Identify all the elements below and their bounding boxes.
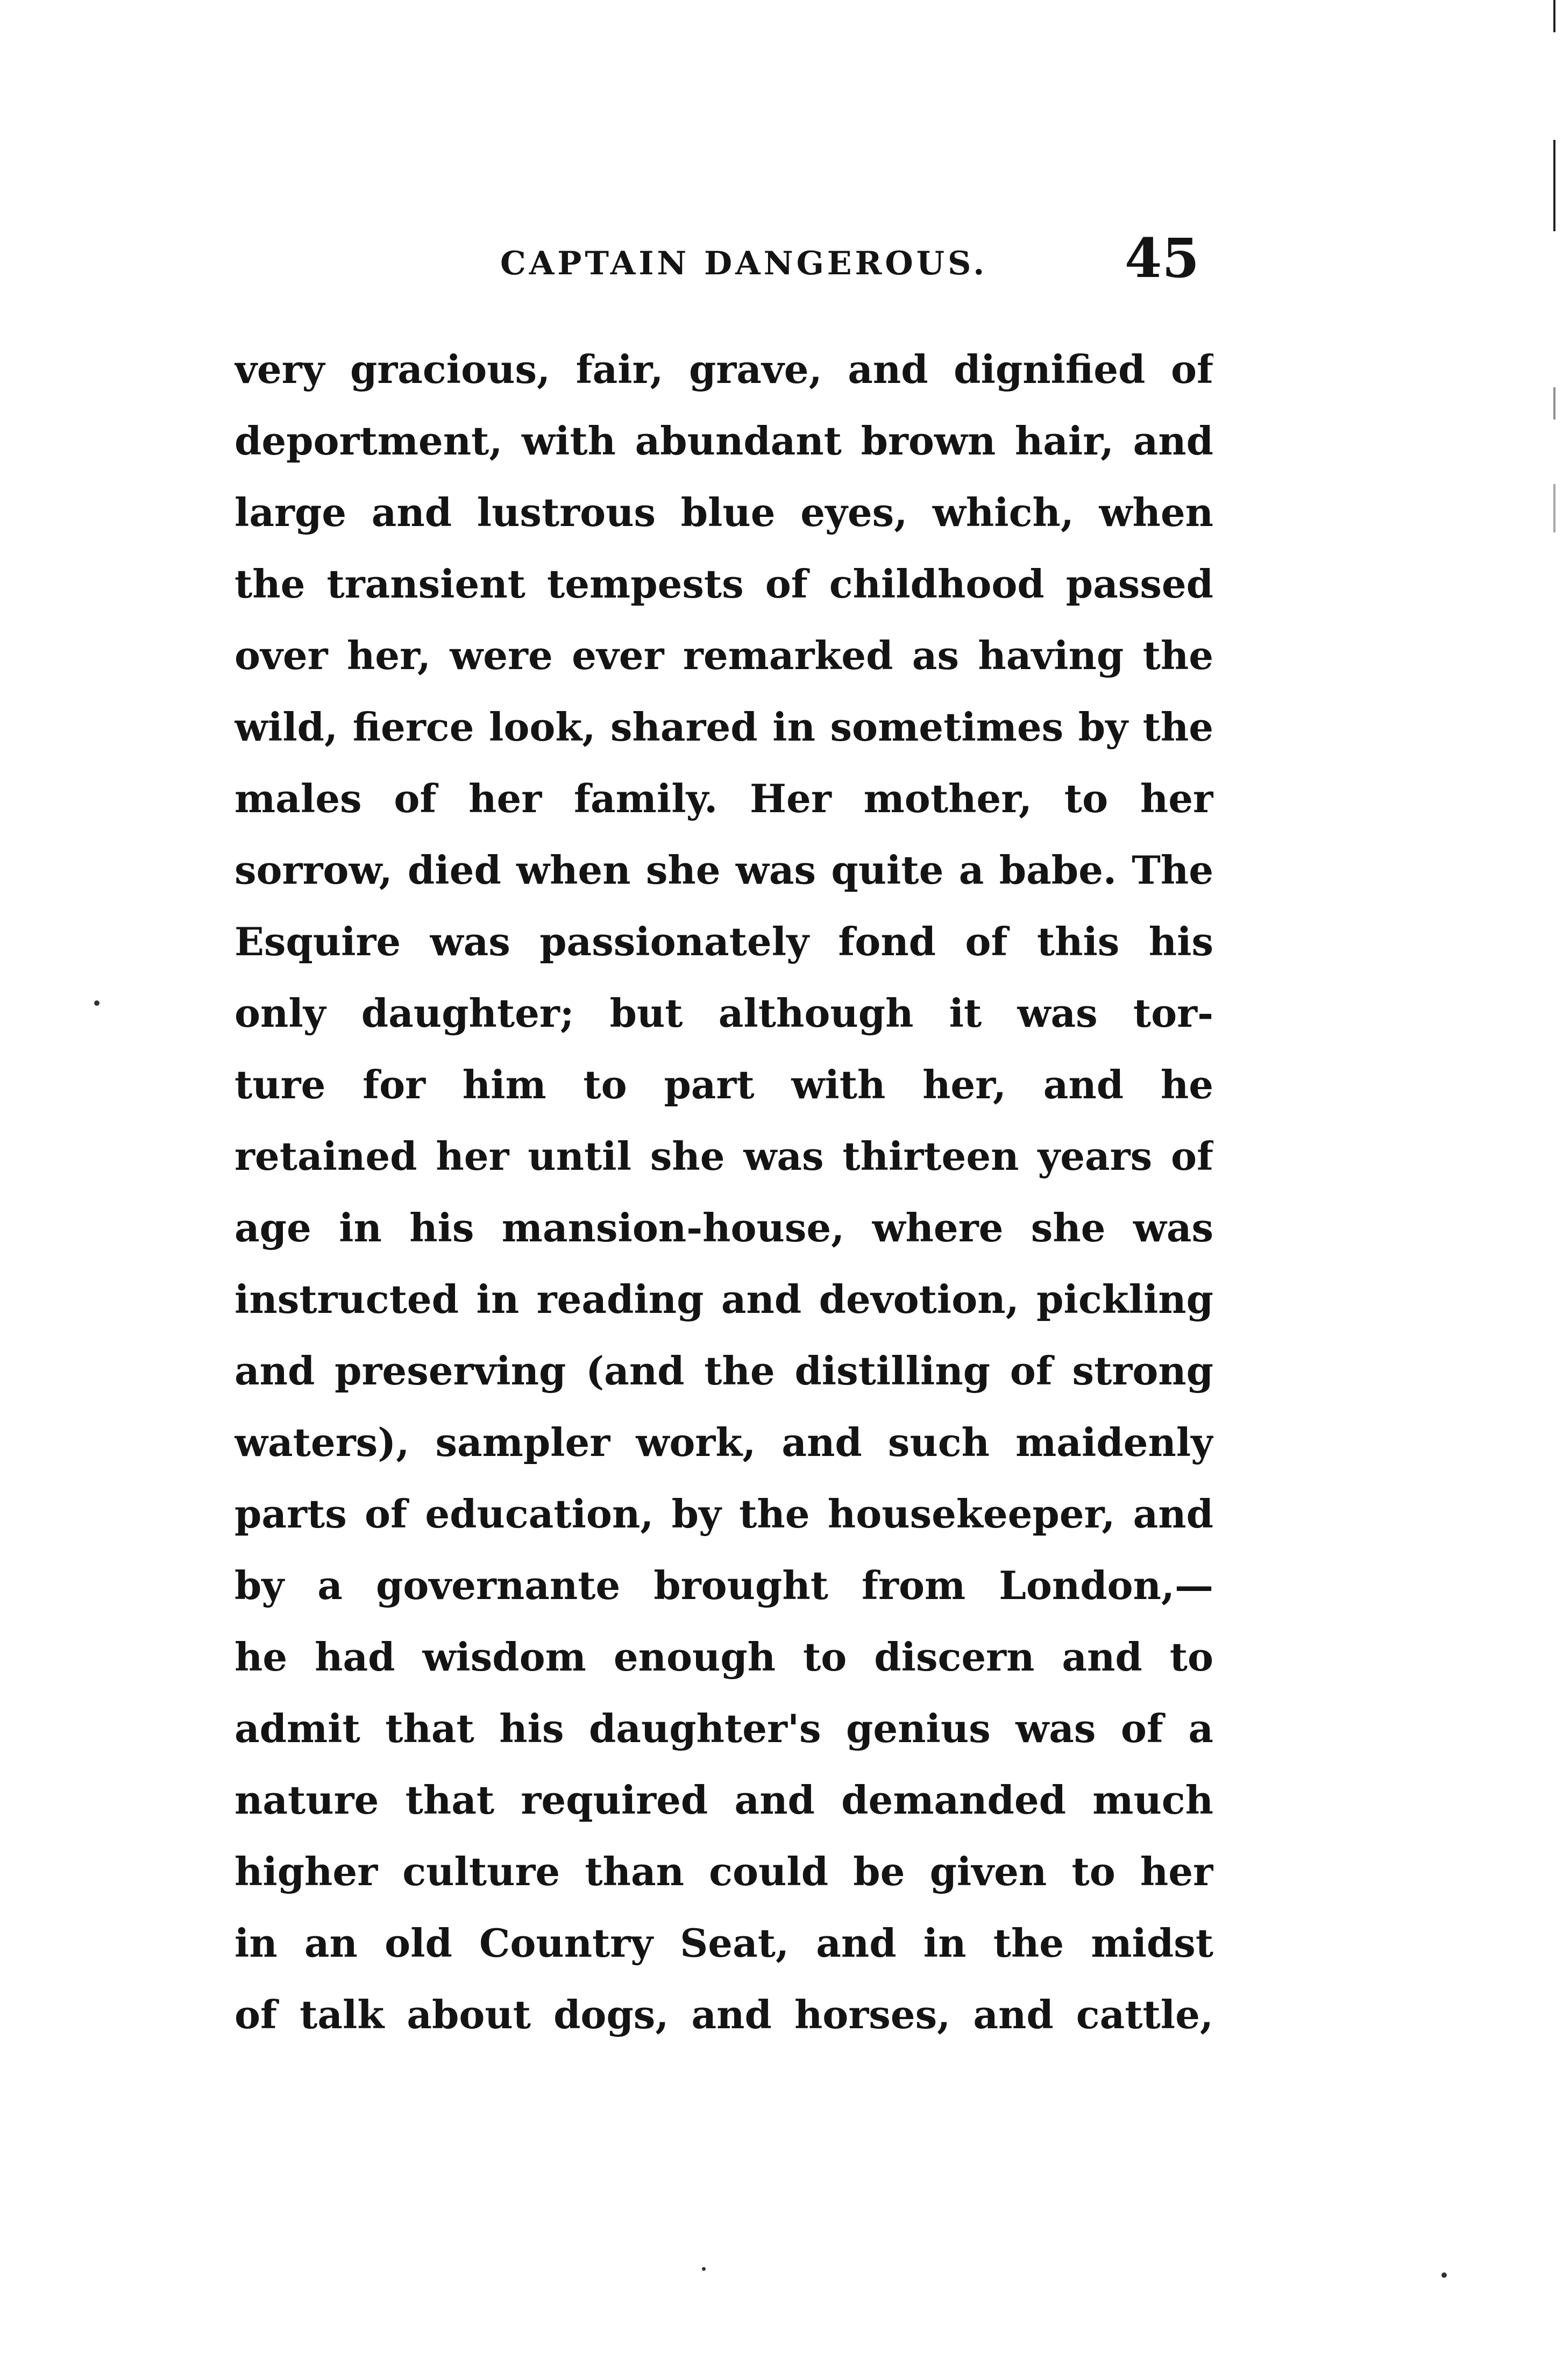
- text-line: males of her family. Her mother, to her: [235, 776, 1213, 821]
- text-line: instructed in reading and devotion, pickling: [235, 1276, 1213, 1322]
- text-line: higher culture than could be given to her: [235, 1849, 1213, 1894]
- text-line: Esquire was passionately fond of this his: [235, 919, 1213, 964]
- text-line: wild, fierce look, shared in sometimes by the: [235, 704, 1213, 750]
- text-line: in an old Country Seat, and in the midst: [235, 1920, 1213, 1966]
- text-line: sorrow, died when she was quite a babe. The: [235, 847, 1213, 893]
- scan-edge-mark: [1553, 387, 1555, 420]
- text-line: over her, were ever remarked as having the: [235, 633, 1213, 678]
- body-text: [235, 333, 1213, 2050]
- text-line: ture for him to part with her, and he: [235, 1062, 1213, 1107]
- scan-edge-mark: [1553, 0, 1555, 32]
- text-line: of talk about dogs, and horses, and cattle,: [235, 1992, 1213, 2037]
- scan-edge-mark: [1553, 484, 1555, 532]
- text-line: waters), sampler work, and such maidenly: [235, 1419, 1213, 1465]
- text-line: nature that required and demanded much: [235, 1777, 1213, 1823]
- running-title: CAPTAIN DANGEROUS.: [500, 245, 988, 282]
- text-line: admit that his daughter's genius was of a: [235, 1706, 1213, 1751]
- text-line: parts of education, by the housekeeper, and: [235, 1491, 1213, 1537]
- text-line: age in his mansion-house, where she was: [235, 1205, 1213, 1251]
- scan-speck: [702, 2267, 706, 2271]
- page-header: [237, 226, 1205, 312]
- text-line: by a governante brought from London,—: [235, 1562, 1213, 1608]
- scan-speck: [1441, 2272, 1447, 2278]
- text-line: and preserving (and the distilling of strong: [235, 1348, 1213, 1394]
- text-line: he had wisdom enough to discern and to: [235, 1634, 1213, 1680]
- scan-edge-mark: [1553, 140, 1555, 231]
- page-number: 45: [1124, 226, 1199, 290]
- text-line: deportment, with abundant brown hair, and: [235, 418, 1213, 464]
- text-line: very gracious, fair, grave, and dignified of: [235, 346, 1213, 392]
- text-line: large and lustrous blue eyes, which, when: [235, 489, 1213, 535]
- text-line: the transient tempests of childhood passed: [235, 561, 1213, 607]
- text-line: retained her until she was thirteen years of: [235, 1133, 1213, 1179]
- scan-speck: [94, 1000, 100, 1006]
- text-line: only daughter; but although it was tor-: [235, 990, 1213, 1036]
